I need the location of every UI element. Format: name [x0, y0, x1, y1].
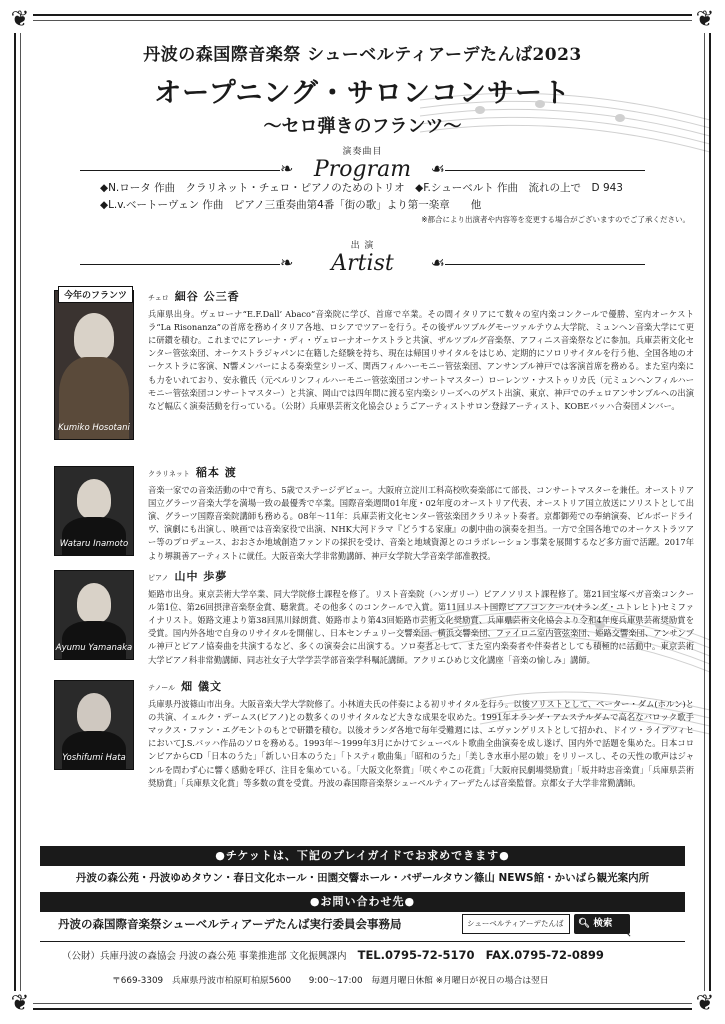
artist-name: 細谷 公三香	[174, 290, 240, 303]
artist-card	[54, 290, 694, 445]
concert-subtitle: 〜セロ弾きのフランツ〜	[263, 116, 462, 137]
artist-photo-name: Ayumu Yamanaka	[55, 643, 133, 653]
artist-name: 畑 儀文	[181, 680, 223, 693]
program-heading-title: Program	[313, 157, 412, 182]
flourish-icon: ❧	[280, 159, 294, 178]
artist-name: 山中 歩夢	[174, 570, 228, 583]
artist-card	[54, 570, 694, 666]
artist-bio-text: 音楽一家での音楽活動の中で育ち、5歳でステージデビュー。大阪府立淀川工科高校吹奏楽部にて部長、コンサートマスターを兼任。オーストリア国立グラーツ音楽大学を満場一致の最優秀で卒業。国際音楽週間01年度・02年度のオーストリア代表、オーストリア国立放送にソリストとして出演、グラーツ国際音楽院講師も務める。08年〜11年：兵庫芸術文化センター管弦楽団クラリネット奏者。京都御苑での奉納演奏、ビルボードライヴ、演劇にも出演し、映画では音楽家役で出演、NHK大河ドラマ『どうする家康』の劇中曲の演奏を担当。一方で全国各地でのオーケストラツアー等のプロデュース、おおさか地域創造ファンドの採択を受け、音楽と地域資源とのコラボレーション事業を展開するなど多方面で活躍。2017年より堺親善アーティストに就任。大阪音楽大学非常勤講師、神戸女学院大学音楽学部准教授。	[148, 485, 694, 561]
artist-role: クラリネット	[148, 470, 190, 478]
artist-photo	[54, 570, 134, 660]
program-note: ※都合により出演者や内容等を変更する場合がございますのでご了承ください。	[421, 215, 690, 224]
artist-bio	[148, 466, 694, 563]
contact-fax: FAX.0795-72-0899	[485, 948, 604, 962]
program-item: ◆N.ロータ 作曲 クラリネット・チェロ・ピアノのためのトリオ ◆F.シューベルト 作曲 流れの上で D 943	[100, 182, 623, 194]
corner-ornament-icon: ❦	[7, 7, 33, 33]
artist-bio	[148, 570, 694, 667]
contact-organization: 丹波の森国際音楽祭シューベルティアーデたんば実行委員会事務局	[58, 917, 402, 931]
artist-bio	[148, 680, 694, 790]
program-item: ◆L.v.ベートーヴェン 作曲 ピアノ三重奏曲第4番「街の歌」より第一楽章 他	[100, 199, 482, 211]
flourish-icon: ☙	[430, 253, 445, 272]
artist-photo-name: Kumiko Hosotani	[58, 423, 130, 433]
concert-title: オープニング・サロンコンサート	[154, 78, 571, 109]
artist-role: ピアノ	[148, 574, 169, 582]
corner-ornament-icon: ❦	[692, 991, 718, 1017]
artist-photo	[54, 466, 134, 556]
ticket-venues: 丹波の森公苑・丹波ゆめタウン・春日文化ホール・田園交響ホール・バザールタウン篠山 NEWS館・かいばら観光案内所	[75, 872, 650, 884]
festival-title: 丹波の森国際音楽祭 シューベルティアーデたんば2023	[143, 45, 582, 65]
artist-name: 稲本 渡	[195, 466, 237, 479]
artist-photo	[54, 290, 134, 440]
contact-heading: ●お問い合わせ先●	[40, 892, 685, 912]
program-list	[100, 180, 700, 226]
divider	[40, 941, 685, 942]
artist-photo-name: Wataru Inamoto	[59, 539, 129, 549]
artist-photo-name: Yoshifumi Hata	[62, 753, 126, 763]
artist-role: チェロ	[148, 294, 169, 302]
header	[40, 40, 685, 138]
artist-photo	[54, 680, 134, 770]
artist-role: テノール	[148, 684, 176, 692]
contact-office: （公財）兵庫丹波の森協会 丹波の森公苑 事業推進部 文化振興課内	[62, 951, 347, 962]
program-heading	[40, 144, 685, 181]
search-input[interactable]: シューベルティアーデたんば	[462, 914, 570, 934]
artist-heading-title: Artist	[331, 251, 394, 276]
search-icon: 🔍︎	[578, 918, 591, 929]
flourish-icon: ☙	[430, 159, 445, 178]
cursor-icon: ↖	[622, 926, 633, 940]
contact-details	[62, 948, 604, 962]
artist-card	[54, 466, 694, 562]
program-heading-small: 演奏曲目	[342, 147, 383, 157]
artist-heading	[40, 238, 685, 275]
artist-heading-small: 出 演	[350, 241, 375, 251]
artist-bio-text: 兵庫県丹波篠山市出身。大阪音楽大学大学院修了。小林道夫氏の伴奏による初リサイタルを行う。以後ソリストとして、ペーター・ダム(ホルン)との共演、イェルク・デームス(ピアノ)との数多くのリサイタルなど大きな成果を収めた。1991年オランダ・アムステルダムで高名なバロック歌手マックス・ファン・エグモントのもとで研鑽を積む。以後オランダ各地で毎年受難週には、エヴァンゲリストとして招かれ、ドイツ・ライプツィヒにおいてJ.S.バッハ作品のソロを務める。1993年〜1999年3月にかけてシューベルト歌曲全曲演奏を成し遂げ、国内外で話題を集めた。日本コロンビアからCD「日本のうた」「新しい日本のうた」「トスティ歌曲集」「昭和のうた」「美しき水車小屋の娘」をリリースし、その天性の歌声はジャンルを問わず心に響く感動を呼び、注目を集めている。「大阪文化祭賞」「咲くやこの花賞」「大阪府民劇場奨励賞」「坂井時忠音楽賞」「兵庫県芸術奨励賞」「兵庫県文化賞」等多数の賞を受賞。丹波の森国際音楽祭シューベルティアーデたんば音楽監督。京都女子大学非常勤講師。	[148, 699, 694, 788]
flourish-icon: ❧	[280, 253, 294, 272]
search-button-label: 検索	[593, 918, 613, 929]
artist-bio-text: 兵庫県出身。ヴェローナ“E.F.Dall’ Abaco”音楽院に学び、首席で卒業。その間イタリアにて数々の室内楽コンクールで優勝、室内オーケストラ“La Risonanza”の首席を務めイタリア各地、ロシアでツアーを行う。その後ザルツブルグモーツァルテウム大学院、ミュンヘン音楽大学にて更に研鑽を積む。これまでにアレーナ・ディ・ヴェローナオーケストラと共演、ザルツブルグ音楽祭、アフィニス音楽祭などに参加。兵庫芸術文化センター管弦楽団、オーケストラジャパンに在籍した経験を持ち、現在は帰国リサイタルをはじめ、定期的にソロリサイタルを行う他、全国各地のオーケストラに客演、N響メンバーによる奏楽堂シリーズ、関西フィルハーモニー管弦楽団、アンサンブル神戸では客演首席を務める。また室内楽にも力をいれており、安永徹氏（元ベルリンフィルハーモニー管弦楽団コンサートマスター）ローレンツ・ナストゥリカ氏（元ミュンヘンフィルハーモニー管弦楽団コンサートマスター）と共演、岡山では四年間に渡る室内楽シリーズへのゲスト出演、東京、神戸でのチェロアンサンブルへの出演など幅広く演奏活動を行っている。（公財）兵庫県芸術文化協会ひょうごアーティストサロン登録アーティスト、KOBEバッハ合奏団メンバー。	[148, 309, 694, 411]
artist-bio-text: 姫路市出身。東京芸術大学卒業、同大学院修士課程を修了。リスト音楽院（ハンガリー）ピアノソリスト課程修了。第21回宝塚ベガ音楽コンクール第1位、第26回摂津音楽祭金賞、聴衆賞。その他多くのコンクールで入賞。第11回リスト国際ピアノコンクール(オランダ・ユトレヒト)セミファイナリスト。姫路文連より第38回黒川録朗賞、姫路市より第43回姫路市芸術文化奨励賞、兵庫県芸術文化協会より令和4年度兵庫県芸術奨励賞を受賞。国内外各地で自身のリサイタルを開催し、日本センチュリー交響楽団、横浜交響楽団、ファイロニ室内管弦楽団、姫路交響楽団、アンサンブル神戸とピアノ協奏曲を共演するなど、多くの演奏会に出演する。ソロ奏者として、また室内楽奏者や伴奏者としても積極的に活動中。東京芸術大学ピアノ科非常勤講師、同志社女子大学学芸学部音楽学科嘱託講師。アクリエひめじ文化講座「音楽の愉しみ」講師。	[148, 589, 694, 665]
contact-tel: TEL.0795-72-5170	[357, 948, 475, 962]
ticket-heading: ●チケットは、下記のプレイガイドでお求めできます●	[40, 846, 685, 866]
artist-bio	[148, 290, 694, 413]
artist-card	[54, 680, 694, 788]
corner-ornament-icon: ❦	[692, 7, 718, 33]
corner-ornament-icon: ❦	[7, 991, 33, 1017]
contact-address: 〒669-3309 兵庫県丹波市柏原町柏原5600 9:00〜17:00 毎週月曜日休館 ※月曜日が祝日の場合は翌日	[112, 976, 549, 986]
featured-badge: 今年のフランツ	[58, 286, 133, 303]
